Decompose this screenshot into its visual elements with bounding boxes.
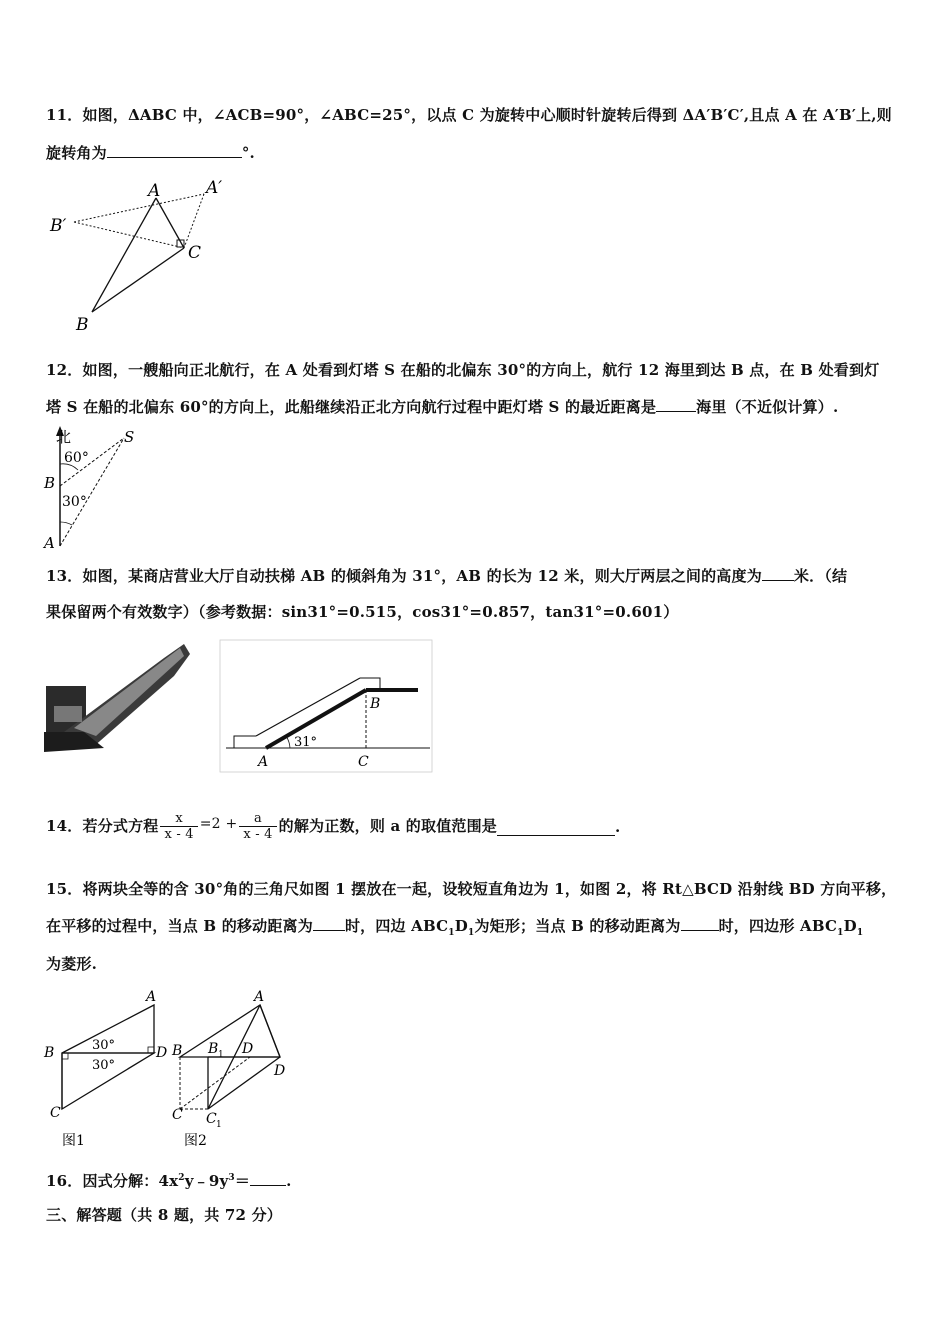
q15-f2-D: D (242, 1041, 254, 1057)
q15-f2-B1-sub: 1 (218, 1050, 224, 1060)
q16-sup3: 3 (228, 1173, 235, 1183)
q15-f2-C1: C (206, 1111, 217, 1127)
q15-f2-B1: B (208, 1041, 219, 1057)
q12-label-B: B (44, 474, 56, 492)
q15-line2-e: 时，四边形 ABC (718, 917, 838, 935)
q14-frac2-numerator: a (239, 811, 276, 827)
q15-figures (42, 985, 302, 1153)
q16-eq: ＝ (234, 1172, 251, 1190)
q15-f2-B: B (172, 1043, 183, 1059)
q12-label-30: 30° (62, 494, 87, 510)
q14-pre: 14．若分式方程 (46, 817, 159, 835)
q15-line2 (46, 915, 863, 938)
q15-f2-caption: 图2 (184, 1133, 207, 1149)
q11-label-C: C (188, 243, 202, 263)
q14-line (46, 798, 620, 842)
q15-line2-b: 时，四边 ABC (344, 917, 449, 935)
q11-label-A-prime: A′ (206, 178, 223, 198)
q13-label-A: A (258, 754, 269, 770)
q15-f1-caption: 图1 (62, 1133, 85, 1149)
escalator-photo (44, 644, 190, 752)
q15-sub-d1: 1 (467, 928, 475, 938)
q15-f1-B: B (44, 1045, 55, 1061)
q11-label-B: B (76, 315, 89, 335)
q14-fraction-2 (239, 811, 276, 842)
q13-line1 (46, 565, 847, 586)
q15-blank-2 (681, 916, 719, 931)
q14-post: 的解为正数，则 a 的取值范围是 (278, 817, 498, 835)
q11-line2-pre: 旋转角为 (46, 144, 107, 162)
q15-line2-a: 在平移的过程中，当点 B 的移动距离为 (46, 917, 313, 935)
q15-f1-angle2: 30° (92, 1058, 116, 1073)
q15-line1: 15．将两块全等的含 30°角的三角尺如图 1 摆放在一起，设较短直角边为 1，如图 2，将 Rt△BCD 沿射线 BD 方向平移， (46, 880, 897, 898)
q15-f1-angle1: 30° (92, 1038, 116, 1053)
q13-answer-blank (762, 566, 794, 581)
q13-line1-post: 米．（结 (793, 567, 848, 585)
q12-line2-pre: 塔 S 在船的北偏东 60°的方向上，此船继续沿正北方向航行过程中距灯塔 S 的最近距离是 (46, 398, 657, 416)
q13-line2: 果保留两个有效数字）（参考数据：sin31°=0.515，cos31°=0.857，tan31°=0.601） (46, 603, 679, 621)
q14-fraction-1 (160, 811, 197, 842)
q14-answer-blank (497, 821, 615, 836)
q11-line1: 11．如图，ΔABC 中，∠ACB=90°，∠ABC=25°，以点 C 为旋转中心顺时针旋转后得到 ΔA′B′C′,且点 A 在 A′B′上,则 (46, 106, 892, 124)
q13-figure (44, 636, 436, 774)
q14-end: . (615, 818, 621, 836)
q15-f2-C1-sub: 1 (216, 1120, 222, 1130)
q12-figure (42, 424, 152, 552)
q15-blank-1 (313, 916, 345, 931)
q12-line1: 12．如图，一艘船向正北航行，在 A 处看到灯塔 S 在船的北偏东 30°的方向上，航行 12 海里到达 B 点，在 B 处看到灯 (46, 361, 880, 379)
q11-figure (44, 176, 234, 336)
q14-frac1-numerator: x (160, 811, 197, 827)
q15-f1-C: C (50, 1105, 61, 1121)
q12-answer-blank (656, 397, 696, 412)
q14-mid: =2 + (199, 816, 238, 832)
q16-sup2: 2 (178, 1173, 185, 1183)
q15-line3: 为菱形. (46, 955, 98, 973)
q16-line (46, 1170, 292, 1191)
q15-f2-D1: D (274, 1063, 286, 1079)
q12-label-A: A (44, 534, 55, 552)
q11-label-B-prime: B′ (50, 216, 67, 236)
q16-mid: y﹣9y (184, 1172, 229, 1190)
q15-f2-A: A (254, 989, 265, 1005)
q15-fig2 (171, 989, 285, 1149)
q15-sub-c1b: 1 (837, 928, 844, 938)
q12-label-north: 北 (56, 428, 72, 446)
q15-line2-c: D (454, 917, 468, 935)
q11-label-A: A (148, 181, 161, 201)
q13-label-31: 31° (294, 735, 318, 750)
q13-label-C: C (358, 754, 369, 770)
q15-fig1 (43, 989, 167, 1149)
q15-f2-C: C (172, 1107, 183, 1123)
q12-label-S: S (124, 428, 135, 446)
q15-sub-c1: 1 (448, 928, 455, 938)
q15-f1-A: A (146, 989, 157, 1005)
section-3-heading: 三、解答题（共 8 题，共 72 分） (46, 1206, 283, 1224)
q16-end: . (286, 1172, 292, 1190)
q11-line2-post: °. (241, 144, 255, 162)
q14-frac1-denominator: x - 4 (164, 827, 194, 842)
q12-line2-post: 海里（不近似计算）. (696, 398, 839, 416)
q15-line2-f: D (843, 917, 857, 935)
q15-f1-D: D (156, 1045, 168, 1061)
q11-answer-blank (107, 143, 242, 158)
q16-pre: 16．因式分解：4x (46, 1172, 179, 1190)
q16-answer-blank (250, 1171, 286, 1186)
q15-line2-d: 为矩形；当点 B 的移动距离为 (474, 917, 681, 935)
q13-label-B: B (370, 696, 381, 712)
q13-line1-pre: 13．如图，某商店营业大厅自动扶梯 AB 的倾斜角为 31°，AB 的长为 12 米，则大厅两层之间的高度为 (46, 567, 762, 585)
q14-frac2-denominator: x - 4 (243, 827, 273, 842)
q11-line2 (46, 142, 255, 163)
q12-label-60: 60° (64, 450, 89, 466)
q12-line2 (46, 396, 838, 417)
q15-sub-d1b: 1 (856, 928, 864, 938)
